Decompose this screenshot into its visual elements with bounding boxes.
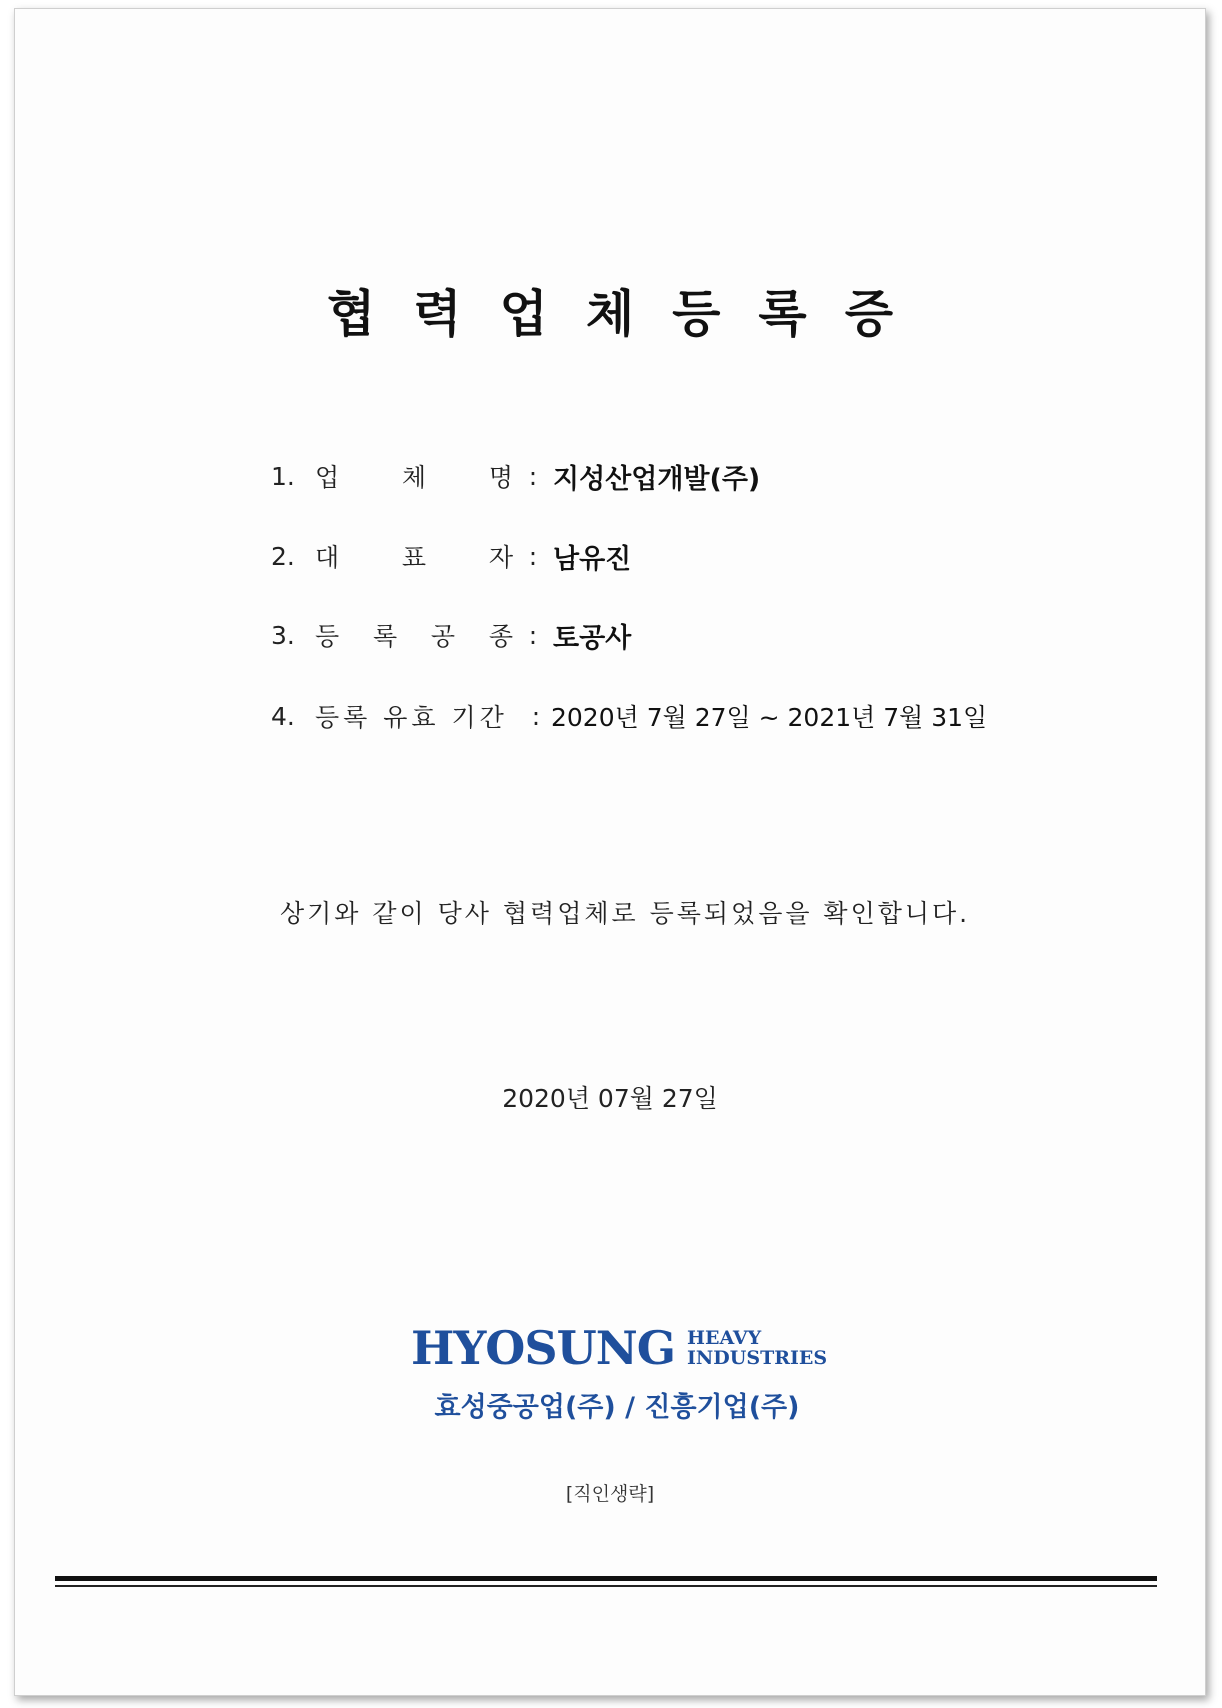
label-char: 대 (315, 543, 340, 572)
field-validity-period (271, 696, 987, 736)
label-char: 표 (401, 543, 427, 572)
confirmation-statement: 상기와 같이 당사 협력업체로 등록되었음을 확인합니다. (280, 899, 971, 928)
label-char: 등 (315, 622, 340, 651)
label-char: 자 (488, 543, 513, 572)
label-char: 체 (401, 463, 427, 492)
field-colon: : (528, 461, 538, 491)
document-title: 협력업체등록증 (326, 284, 932, 343)
field-colon: : (528, 541, 538, 571)
field-label (301, 458, 513, 494)
label-char: 명 (488, 463, 513, 492)
field-label (301, 617, 513, 653)
logo-subtitle (687, 1328, 827, 1368)
logo-sub-line2: INDUSTRIES (687, 1347, 828, 1369)
field-label (301, 538, 513, 574)
footer-rule-thin (55, 1585, 1157, 1587)
field-number: 4. (271, 701, 295, 731)
footer-rule-thick (55, 1576, 1157, 1581)
label-char: 업 (315, 463, 340, 492)
field-value: 토공사 (553, 622, 632, 654)
field-colon: : (528, 620, 538, 650)
label-char: 종 (488, 622, 513, 651)
label-char: 공 (430, 622, 456, 651)
issuer-companies: 효성중공업(주) / 진흥기업(주) (434, 1392, 800, 1423)
certificate-page (14, 8, 1206, 1696)
field-number: 1. (271, 461, 295, 491)
issue-date: 2020년 07월 27일 (502, 1084, 718, 1113)
field-label: 등록 유효 기간 (315, 703, 508, 732)
field-company-name (271, 456, 760, 496)
field-representative (271, 536, 631, 576)
logo-brand: HYOSUNG (411, 1321, 676, 1375)
seal-omitted-note: [직인생략] (565, 1483, 655, 1505)
label-char: 록 (372, 622, 398, 651)
field-value: 2020년 7월 27일 ~ 2021년 7월 31일 (551, 703, 988, 732)
field-value: 지성산업개발(주) (553, 463, 761, 495)
field-registered-trade (271, 615, 631, 655)
logo-sub-line1: HEAVY (687, 1327, 762, 1349)
company-logo (411, 1321, 827, 1375)
field-colon: : (531, 701, 541, 731)
field-number: 3. (271, 620, 295, 650)
field-value: 남유진 (553, 543, 632, 575)
field-number: 2. (271, 541, 295, 571)
